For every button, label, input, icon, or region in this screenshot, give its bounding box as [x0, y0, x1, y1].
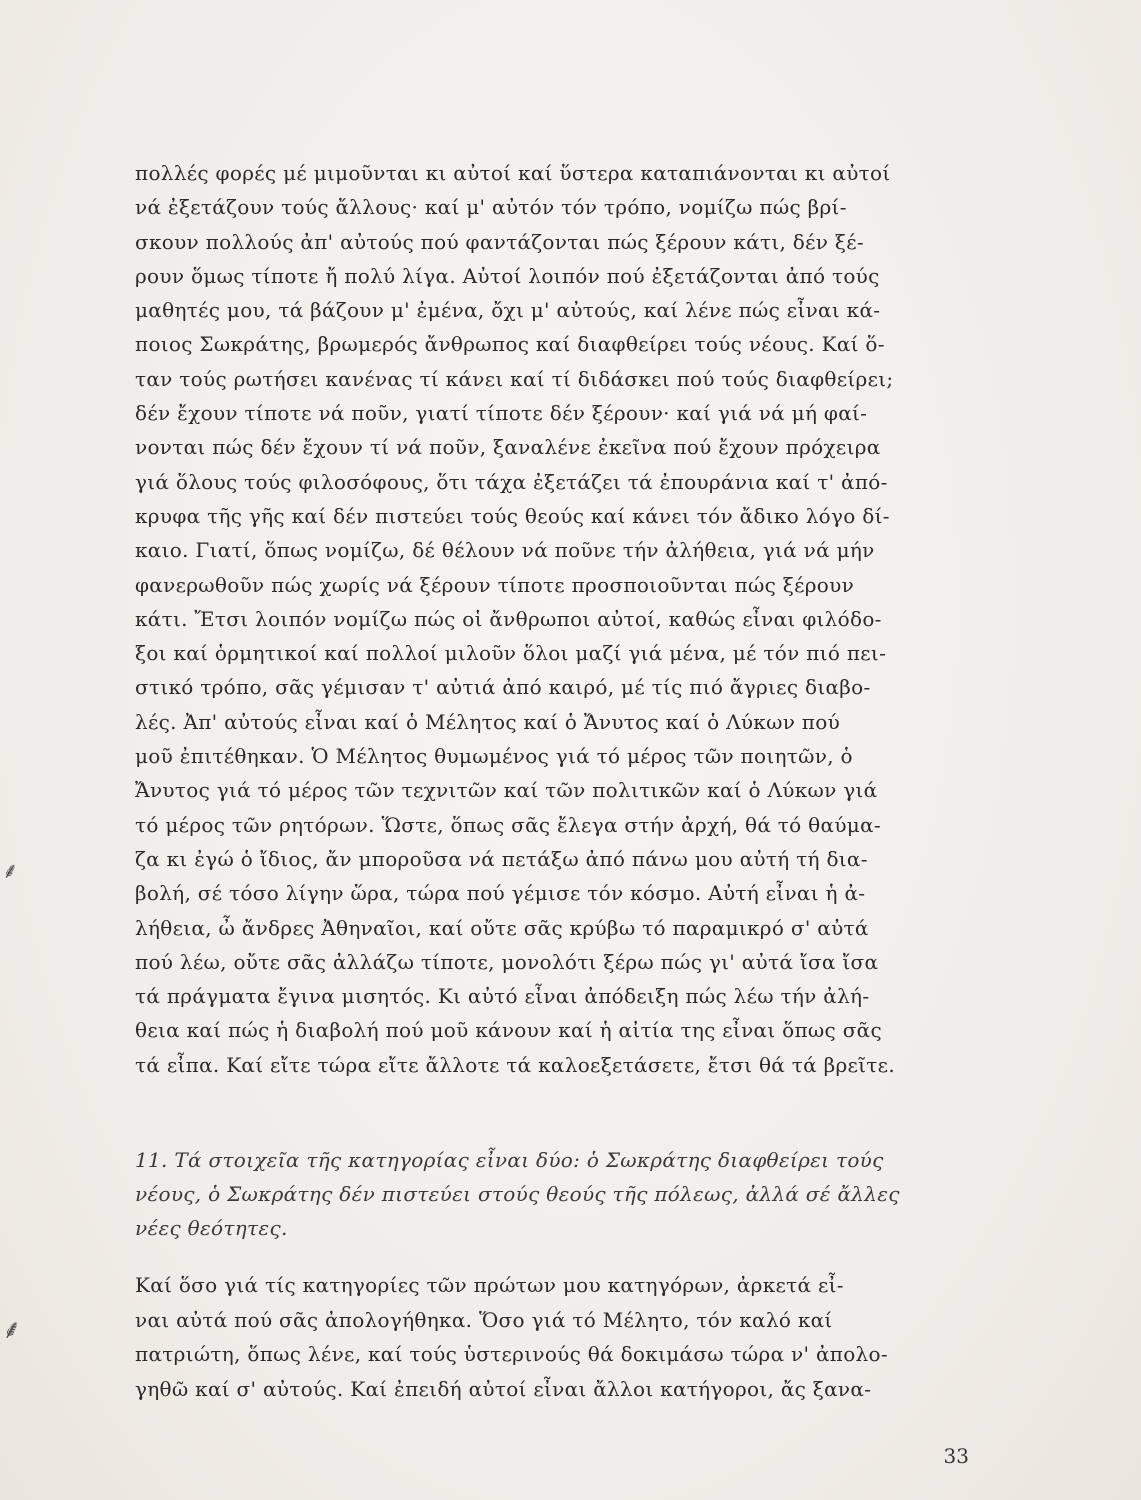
note-line: νέους, ὁ Σωκράτης δέν πιστεύει στούς θεούς τῆς πόλεως, ἀλλά σέ ἄλλες [135, 1182, 900, 1206]
text-line: βολή, σέ τόσο λίγην ὥρα, τώρα πού γέμισε τόν κόσμο. Αὐτή εἶναι ἡ ἀ- [135, 881, 866, 906]
text-line: θεια καί πώς ἡ διαβολή πού μοῦ κάνουν καί ἡ αἰτία της εἶναι ὅπως σᾶς [135, 1018, 882, 1043]
text-line: ταν τούς ρωτήσει κανένας τί κάνει καί τί διδάσκει πού τούς διαφθείρει; [135, 366, 894, 391]
text-line: λές. Ἀπ' αὐτούς εἶναι καί ὁ Μέλητος καί ὁ Ἄνυτος καί ὁ Λύκων πού [135, 709, 841, 734]
text-line: τά εἶπα. Καί εἴτε τώρα εἴτε ἄλλοτε τά καλοεξετάσετε, ἔτσι θά τά βρεῖτε. [135, 1052, 895, 1077]
note-line: 11. Τά στοιχεῖα τῆς κατηγορίας εἶναι δύο: ὁ Σωκράτης διαφθείρει τούς [135, 1148, 884, 1172]
margin-binding-mark: ⸙ [2, 859, 19, 884]
text-line: τό μέρος τῶν ρητόρων. Ὥστε, ὅπως σᾶς ἔλεγα στήν ἀρχή, θά τό θαύμα- [135, 812, 881, 837]
text-line: γιά ὅλους τούς φιλοσόφους, ὅτι τάχα ἐξετάζει τά ἐπουράνια καί τ' ἀπό- [135, 469, 888, 494]
text-line: γηθῶ καί σ' αὐτούς. Καί ἐπειδή αὐτοί εἶναι ἄλλοι κατήγοροι, ἄς ξανα- [135, 1376, 872, 1401]
text-line: Ἄνυτος γιά τό μέρος τῶν τεχνιτῶν καί τῶν πολιτικῶν καί ὁ Λύκων γιά [135, 778, 878, 803]
text-line: στικό τρόπο, σᾶς γέμισαν τ' αὐτιά ἀπό καιρό, μέ τίς πιό ἄγριες διαβο- [135, 675, 871, 700]
text-line: ζα κι ἐγώ ὁ ἴδιος, ἄν μποροῦσα νά πετάξω ἀπό πάνω μου αὐτή τή δια- [135, 846, 868, 871]
text-line: ξοι καί ὁρμητικοί καί πολλοί μιλοῦν ὅλοι μαζί γιά μένα, μέ τόν πιό πει- [135, 641, 887, 666]
text-line: ναι αὐτά πού σᾶς ἀπολογήθηκα. Ὅσο γιά τό Μέλητο, τόν καλό καί [135, 1307, 833, 1332]
main-paragraph [135, 156, 980, 1082]
text-line: νά ἐξετάζουν τούς ἄλλους· καί μ' αὐτόν τόν τρόπο, νομίζω πώς βρί- [135, 195, 847, 220]
text-line: μοῦ ἐπιτέθηκαν. Ὁ Μέλητος θυμωμένος γιά τό μέρος τῶν ποιητῶν, ὁ [135, 744, 853, 769]
text-line: πατριώτη, ὅπως λένε, καί τούς ὑστερινούς θά δοκιμάσω τώρα ν' ἀπολο- [135, 1342, 888, 1366]
text-line: νονται πώς δέν ἔχουν τί νά ποῦν, ξαναλένε ἐκεῖνα πού ἔχουν πρόχειρα [135, 435, 881, 460]
text-line: ρουν ὅμως τίποτε ἤ πολύ λίγα. Αὐτοί λοιπόν πού ἐξετάζονται ἀπό τούς [135, 263, 880, 288]
text-line: πολλές φορές μέ μιμοῦνται κι αὐτοί καί ὕστερα καταπιάνονται κι αὐτοί [135, 161, 891, 185]
text-line: μαθητές μου, τά βάζουν μ' ἐμένα, ὄχι μ' αὐτούς, καί λένε πώς εἶναι κά- [135, 298, 881, 323]
margin-binding-mark: ⸙ [2, 1315, 22, 1345]
commentary-note [135, 1143, 980, 1245]
text-line: φανερωθοῦν πώς χωρίς νά ξέρουν τίποτε προσποιοῦνται πώς ξέρουν [135, 572, 855, 597]
text-line: δέν ἔχουν τίποτε νά ποῦν, γιατί τίποτε δέν ξέρουν· καί γιά νά μή φαί- [135, 401, 868, 426]
text-line: σκουν πολλούς ἀπ' αὐτούς πού φαντάζονται πώς ξέρουν κάτι, δέν ξέ- [135, 229, 864, 254]
text-line: καιο. Γιατί, ὅπως νομίζω, δέ θέλουν νά ποῦνε τήν ἀλήθεια, γιά νά μήν [135, 538, 875, 563]
text-line: τά πράγματα ἔγινα μισητός. Κι αὐτό εἶναι ἀπόδειξη πώς λέω τήν ἀλή- [135, 984, 870, 1009]
closing-paragraph [135, 1268, 980, 1406]
text-line: ποιος Σωκράτης, βρωμερός ἄνθρωπος καί διαφθείρει τούς νέους. Καί ὅ- [135, 332, 885, 357]
text-line: κρυφα τῆς γῆς καί δέν πιστεύει τούς θεούς καί κάνει τόν ἄδικο λόγο δί- [135, 503, 890, 528]
page-number: 33 [943, 1444, 969, 1468]
text-line: κάτι. Ἔτσι λοιπόν νομίζω πώς οἱ ἄνθρωποι αὐτοί, καθώς εἶναι φιλόδο- [135, 606, 882, 631]
text-line: λήθεια, ὦ ἄνδρες Ἀθηναῖοι, καί οὔτε σᾶς κρύβω τό παραμικρό σ' αὐτά [135, 915, 869, 940]
text-line: Καί ὅσο γιά τίς κατηγορίες τῶν πρώτων μου κατηγόρων, ἀρκετά εἶ- [135, 1273, 844, 1297]
note-line: νέες θεότητες. [135, 1216, 288, 1240]
text-line: πού λέω, οὔτε σᾶς ἀλλάζω τίποτε, μονολότι ξέρω πώς γι' αὐτά ἴσα ἴσα [135, 949, 879, 974]
